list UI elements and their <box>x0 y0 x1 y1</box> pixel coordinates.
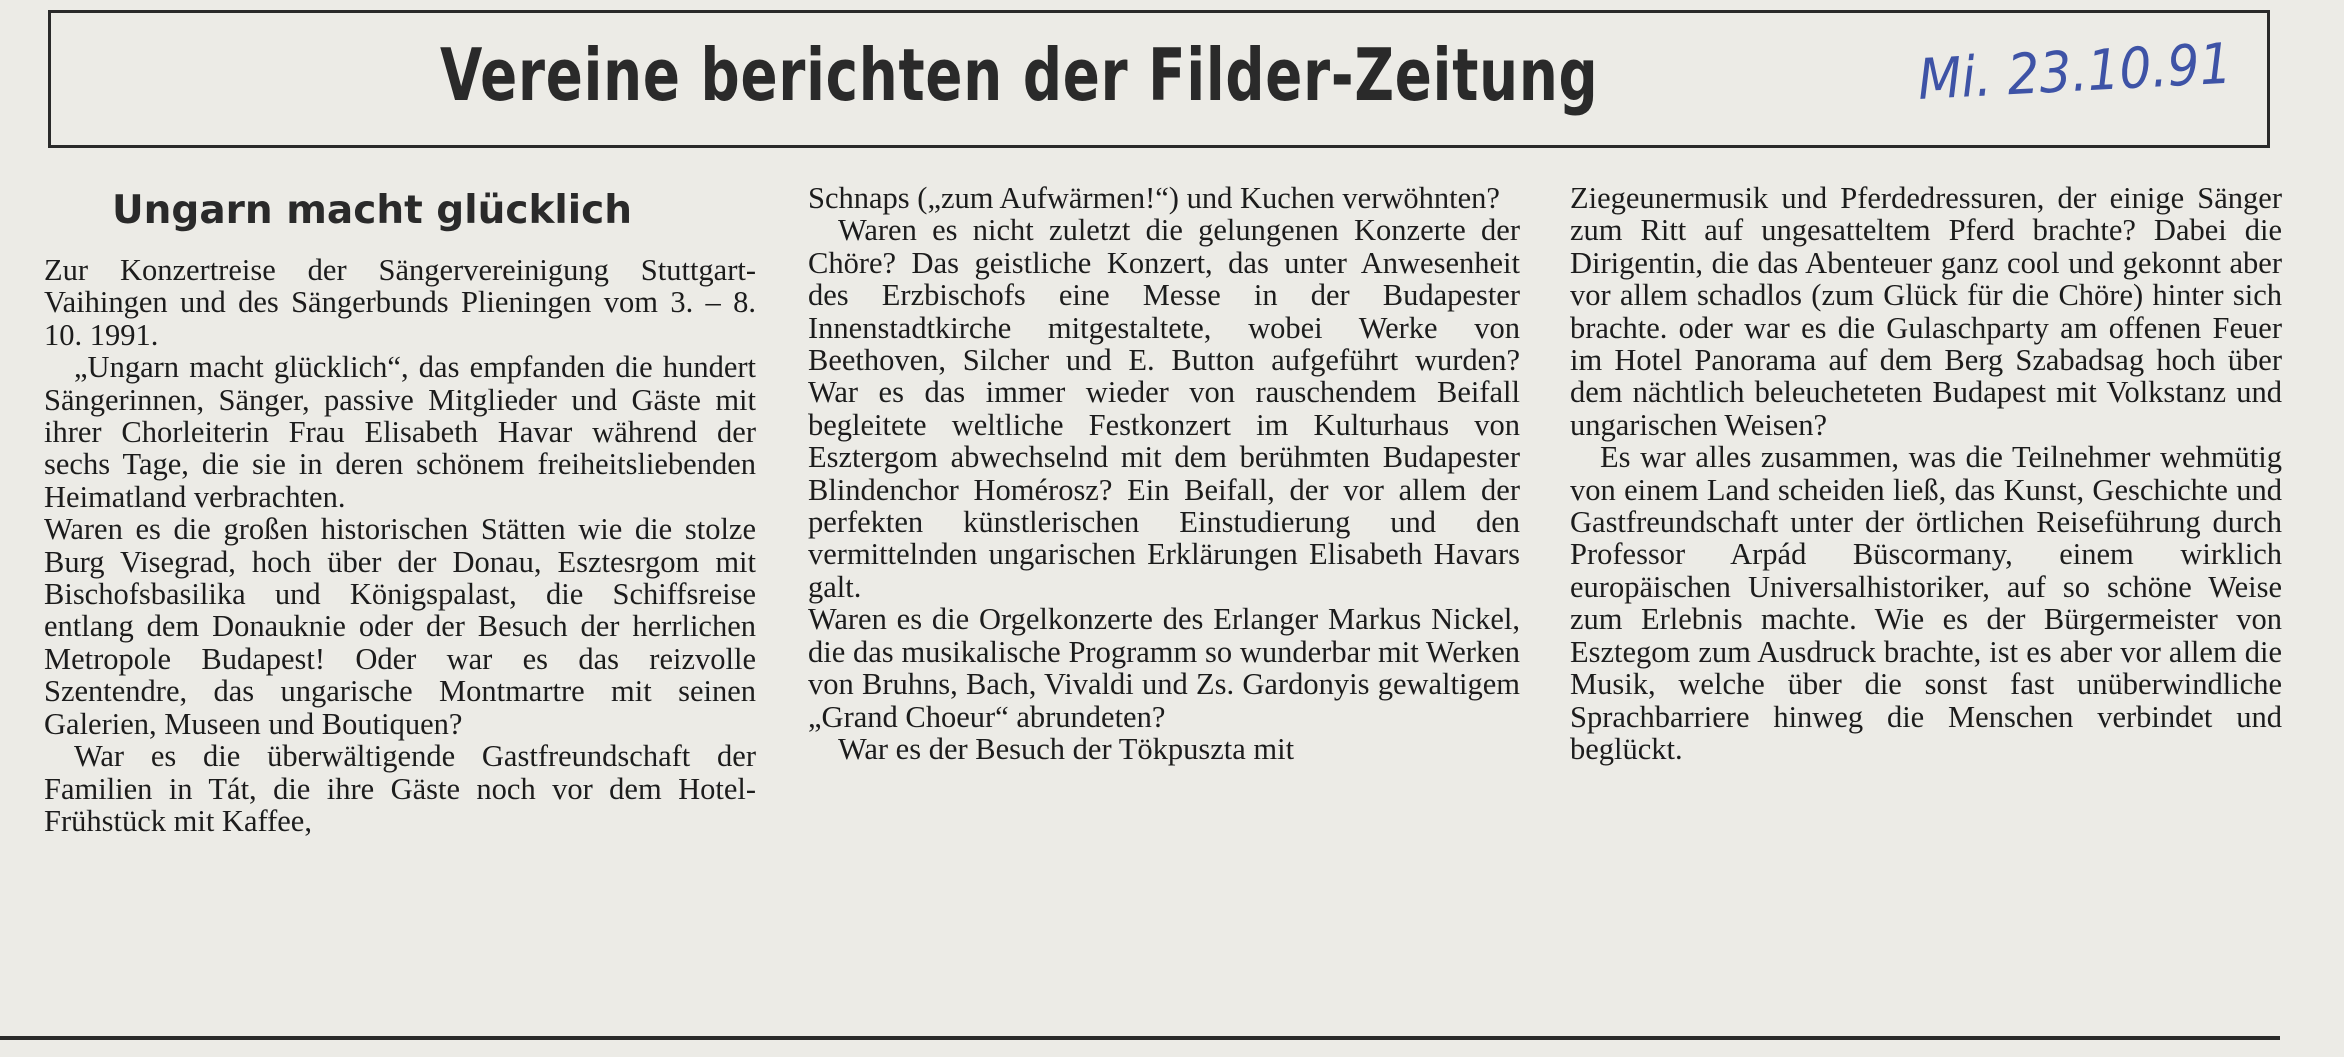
paragraph: Schnaps („zum Aufwärmen!“) und Kuchen verwöhnten? <box>808 181 1500 215</box>
paragraph: War es die überwältigende Gastfreundschaft der Familien in Tát, die ihre Gäste noch vor dem Hotel-Frühstück mit Kaffee, <box>44 739 756 838</box>
article-column-3 <box>1570 182 2282 765</box>
paragraph: Waren es nicht zuletzt die gelungenen Konzerte der Chöre? Das geistliche Konzert, das unter Anwesenheit des Erzbischofs eine Messe in der Budapester Innenstadtkirche mitgestaltete, wobei Werke von Beethoven, Silcher und E. Button aufgeführt wurden? War es das immer wieder von rauschendem Beifall begleitete weltliche Festkonzert im Kulturhaus von Esztergom abwechselnd mit dem berühmten Budapester Blindenchor Homérosz? Ein Beifall, der vor allem der perfekten künstlerischen Einstudierung und den vermittelnden ungarischen Erklärungen Elisabeth Havars galt. <box>808 213 1520 604</box>
paragraph: Es war alles zusammen, was die Teilnehmer wehmütig von einem Land scheiden ließ, das Kunst, Geschichte und Gastfreundschaft unter der örtlichen Reiseführung durch Professor Arpád Büscormany, einem wirklich europäischen Universalhistoriker, auf so schöne Weise zum Erlebnis machte. Wie es der Bürgermeister von Esztegom zum Ausdruck brachte, ist es aber vor allem die Musik, welche über die sonst fast unüberwindliche Sprachbarriere hinweg die Menschen verbindet und beglückt. <box>1570 440 2282 766</box>
article-column-2 <box>808 182 1520 765</box>
paragraph: „Ungarn macht glücklich“, das empfanden die hundert Sängerinnen, Sänger, passive Mitglieder und Gäste mit ihrer Chorleiterin Frau Elisabeth Havar während der sechs Tage, die sie in deren schönem freiheitsliebenden Heimatland verbrachten. <box>44 350 756 514</box>
page-title: Vereine berichten der Filder-Zeitung <box>440 33 1599 117</box>
paragraph: Ziegeunermusik und Pferdedressuren, der einige Sänger zum Ritt auf ungesatteltem Pferd brachte? Dabei die Dirigentin, die das Abenteuer ganz cool und gekonnt aber vor allem schadlos (zum Glück für die Chöre) hinter sich brachte. oder war es die Gulaschparty am offenen Feuer im Hotel Panorama auf dem Berg Szabadsag hoch über dem nächtlich beleucheteten Budapest mit Volkstanz und ungarischen Weisen? <box>1570 181 2282 442</box>
handwritten-date: Mi. 23.10.91 <box>1916 31 2234 113</box>
paragraph: Waren es die Orgelkonzerte des Erlanger Markus Nickel, die das musikalische Programm so wunderbar mit Werken von Bruhns, Bach, Vivaldi und Zs. Gardonyis gewaltigem „Grand Choeur“ abrundeten? <box>808 602 1520 734</box>
article-heading: Ungarn macht glücklich <box>112 188 633 233</box>
bottom-rule <box>0 1036 2280 1040</box>
paragraph: War es der Besuch der Tökpuszta mit <box>838 731 1295 766</box>
paragraph: Zur Konzertreise der Sängervereinigung Stuttgart-Vaihingen und des Sängerbunds Plieningen vom 3. – 8. 10. 1991. <box>44 253 756 352</box>
article-column-1 <box>44 254 756 837</box>
paragraph: Waren es die großen historischen Stätten wie die stolze Burg Visegrad, hoch über der Donau, Esztesrgom mit Bischofsbasilika und Königspalast, die Schiffsreise entlang dem Donauknie oder der Besuch der herrlichen Metropole Budapest! Oder war es das reizvolle Szentendre, das ungarische Montmartre mit seinen Galerien, Museen und Boutiquen? <box>44 512 756 741</box>
